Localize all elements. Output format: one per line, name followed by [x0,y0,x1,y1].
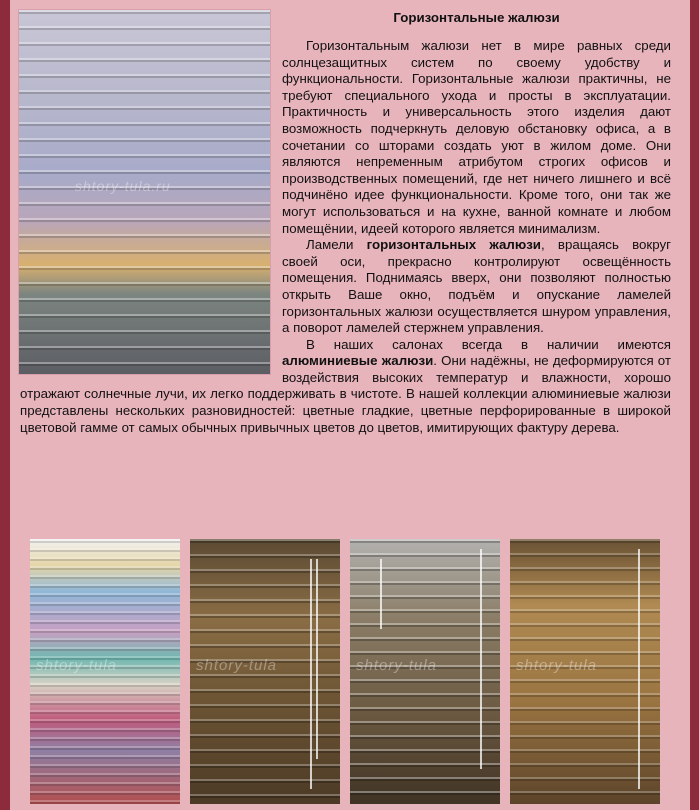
blind-cord [316,559,318,759]
gallery-watermark: shtory-tula [36,657,118,674]
article [20,10,671,436]
paragraph-2: Ламели горизонтальных жалюзи, вращаясь вокруг своей оси, прекрасно контролируют освещённость помещения. Поднимаясь вверх, они позволяют полностью открыть Ваше окно, подъём и опускание ламелей горизонтальных жалюзи осуществляется шнуром управления, а поворот ламелей стержнем управления. [282,237,671,336]
gallery-photo-3[interactable] [350,539,500,804]
blind-cord [638,549,640,789]
photo-spacer [20,10,282,374]
paragraph-1: Горизонтальным жалюзи нет в мире равных среди солнцезащитных систем по своему удобству и функциональности. Горизонтальные жалюзи практичны, не требуют специального ухода и просты в эксплуатации. Практичность и универсальность этого изделия дают возможность подчеркнуть деловую обстановку офиса, а в сочетании со шторами создать уют в жилом доме. Они являются непременным атрибутом строгих офисов и производственных помещений, где нет ничего лишнего и всё подчинёно идее функциональности. Кроме того, они так же могут использоваться и на кухне, ванной комнате и любом помещёнии, идеей которого является минимализм. [282,38,671,236]
paragraph-3: В наших салонах всегда в наличии имеются алюминиевые жалюзи. Они надёжны, не деформируются от воздействия высоких температур и влажности, хорошо отражают солнечные лучи, их легко поддерживать в чистоте. В нашей коллекции алюминиевые жалюзи представлены нескольких разновидностей: цветные гладкие, цветные перфорированные в широкой цветовой гамме от самых обычных привычных цветов до цветов, имитирующих фактуру дерева. [20,336,671,435]
blind-cord [380,559,382,629]
gallery-photo-2[interactable] [190,539,340,804]
gallery-watermark: shtory-tula [196,657,278,674]
gallery-photo-1[interactable] [30,539,180,804]
bold-horizontal-blinds: горизонтальных жалюзи [366,237,541,253]
blind-cord [310,559,312,789]
gallery-photo-4[interactable] [510,539,660,804]
gallery-watermark: shtory-tula [516,657,598,674]
bold-aluminum-blinds: алюминиевые жалюзи [282,353,434,369]
gallery [0,539,699,805]
article-title: Горизонтальные жалюзи [393,10,560,25]
gallery-watermark: shtory-tula [356,657,438,674]
blind-cord [480,549,482,769]
watermark-text: shtory-tula.ru [75,178,171,194]
